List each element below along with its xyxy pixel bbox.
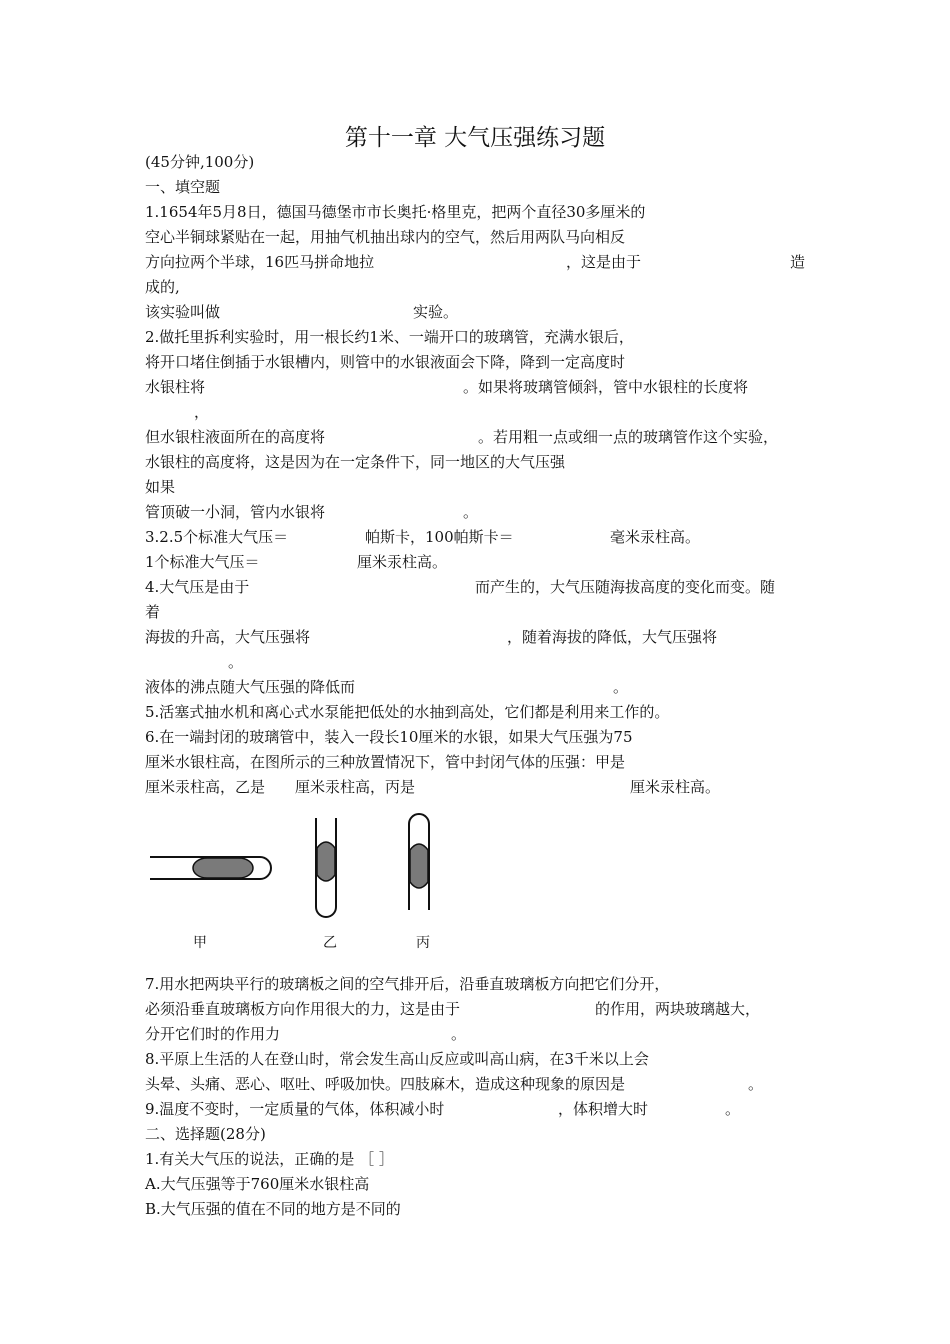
mercury-a	[193, 858, 253, 878]
q1-line-1: 1.1654年5月8日，德国马德堡市市长奥托·格里克，把两个直径30多厘米的	[145, 203, 646, 221]
q1-text-e: 实验。	[413, 303, 459, 321]
q2-text-d: 。若用粗一点或细一点的玻璃管作这个实验，	[478, 428, 779, 446]
page-title: 第十一章 大气压强练习题	[344, 125, 606, 151]
q4-text-d: ，随着海拔的降低，大气压强将	[507, 628, 718, 646]
q4-text-a: 4.大气压是由于	[145, 578, 250, 596]
q2-text-a: 水银柱将	[145, 378, 206, 396]
mc1-option-b: B.大气压强的值在不同的地方是不同的	[145, 1200, 401, 1218]
q1-line-3	[145, 252, 810, 272]
q7-text-a: 必须沿垂直玻璃板方向作用很大的力，这是由于	[145, 1000, 461, 1018]
q7-line-1: 7.用水把两块平行的玻璃板之间的空气排开后，沿垂直玻璃板方向把它们分开，	[145, 975, 670, 993]
q9-text-a: 9.温度不变时，一定质量的气体，体积减小时	[145, 1100, 445, 1118]
q4-line-5	[145, 677, 645, 697]
q1-text-c: 造	[790, 253, 806, 271]
q7-text-b: 的作用，两块玻璃越大，	[595, 1000, 761, 1018]
q4-text-f: 。	[613, 678, 629, 696]
q4-line-2: 着	[145, 603, 161, 621]
q4-line-4: 。	[228, 653, 244, 671]
tube-diagram	[145, 810, 455, 960]
tube-figure	[145, 810, 455, 960]
q6-line-2: 厘米水银柱高，在图所示的三种放置情况下，管中封闭气体的压强：甲是	[145, 753, 626, 771]
q9-line	[145, 1099, 765, 1119]
figure-label-a: 甲	[193, 935, 207, 951]
q1-text-a: 方向拉两个半球，16匹马拼命地拉	[145, 253, 375, 271]
q3-line-1	[145, 527, 715, 547]
q3-text-d: 1个标准大气压＝	[145, 553, 260, 571]
mc1-option-a: A.大气压强等于760厘米水银柱高	[145, 1175, 370, 1193]
q6-line-1: 6.在一端封闭的玻璃管中，装入一段长10厘米的水银，如果大气压强为75	[145, 728, 633, 746]
q1-text-b: ，这是由于	[566, 253, 642, 271]
q3-text-c: 毫米汞柱高。	[610, 528, 701, 546]
q2-text-c: 但水银柱液面所在的高度将	[145, 428, 326, 446]
exam-info: (45分钟,100分)	[145, 153, 255, 171]
q3-line-2	[145, 552, 485, 572]
q3-text-b: 帕斯卡，100帕斯卡＝	[365, 528, 514, 546]
tube-c	[409, 814, 429, 910]
q2-line-4: ，	[194, 403, 210, 421]
mercury-b	[317, 842, 335, 881]
mc1-stem: 1.有关大气压的说法，正确的是 ［ ］	[145, 1150, 394, 1168]
tube-a	[150, 857, 271, 879]
q2-text-e: 管顶破一小洞，管内水银将	[145, 503, 326, 521]
q6-text-b: 厘米汞柱高，丙是	[295, 778, 416, 796]
q4-line-3	[145, 627, 745, 647]
q5-line: 5.活塞式抽水机和离心式水泵能把低处的水抽到高处，它们都是利用来工作的。	[145, 703, 670, 721]
q2-line-8	[145, 502, 485, 522]
q4-text-b: 而产生的，大气压随海拔高度的变化而变。随	[475, 578, 776, 596]
figure-label-c: 丙	[416, 935, 430, 951]
q2-line-7: 如果	[145, 478, 176, 496]
q7-line-3	[145, 1024, 475, 1044]
q1-line-2: 空心半铜球紧贴在一起，用抽气机抽出球内的空气，然后用两队马向相反	[145, 228, 626, 246]
q2-line-5	[145, 427, 810, 447]
q2-line-1: 2.做托里拆利实验时，用一根长约1米、一端开口的玻璃管，充满水银后，	[145, 328, 634, 346]
q9-text-c: 。	[725, 1100, 741, 1118]
q3-text-e: 厘米汞柱高。	[357, 553, 448, 571]
section-heading-fill-blank: 一、填空题	[145, 178, 221, 196]
q1-text-d: 该实验叫做	[145, 303, 221, 321]
q8-text-b: 。	[748, 1075, 764, 1093]
q6-line-3	[145, 777, 745, 797]
q4-text-c: 海拔的升高，大气压强将	[145, 628, 311, 646]
q8-text-a: 头晕、头痛、恶心、呕吐、呼吸加快。四肢麻木，造成这种现象的原因是	[145, 1075, 626, 1093]
figure-label-b: 乙	[323, 935, 337, 951]
q2-text-f: 。	[463, 503, 479, 521]
q1-line-4: 成的,	[145, 278, 180, 296]
q1-line-5	[145, 302, 545, 322]
q2-line-3	[145, 377, 785, 397]
q2-line-6: 水银柱的高度将，这是因为在一定条件下，同一地区的大气压强	[145, 453, 566, 471]
section-heading-choice: 二、选择题(28分)	[145, 1125, 266, 1143]
q7-text-c: 分开它们时的作用力	[145, 1025, 281, 1043]
q7-line-2	[145, 999, 785, 1019]
q4-line-1	[145, 577, 810, 597]
q2-text-b: 。如果将玻璃管倾斜，管中水银柱的长度将	[463, 378, 749, 396]
q3-text-a: 3.2.5个标准大气压＝	[145, 528, 289, 546]
q8-line-1: 8.平原上生活的人在登山时，常会发生高山反应或叫高山病，在3千米以上会	[145, 1050, 649, 1068]
q6-text-c: 厘米汞柱高。	[630, 778, 721, 796]
q8-line-2	[145, 1074, 775, 1094]
q2-line-2: 将开口堵住倒插于水银槽内，则管中的水银液面会下降，降到一定高度时	[145, 353, 626, 371]
q7-text-d: 。	[451, 1025, 467, 1043]
mercury-c	[410, 844, 428, 888]
q9-text-b: ，体积增大时	[558, 1100, 649, 1118]
tube-b	[316, 818, 336, 917]
q4-text-e: 液体的沸点随大气压强的降低而	[145, 678, 356, 696]
q6-text-a: 厘米汞柱高，乙是	[145, 778, 266, 796]
